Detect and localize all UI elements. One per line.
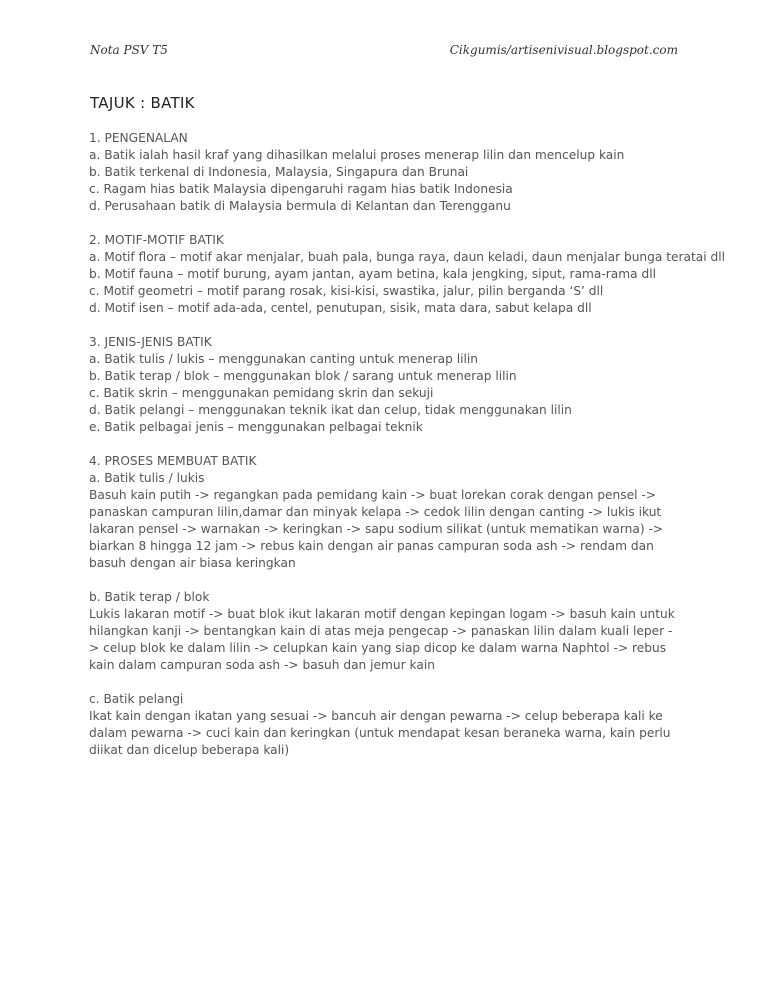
list-item: d. Batik pelangi – menggunakan teknik ikat dan celup, tidak menggunakan lilin [89,403,572,417]
process-label: c. Batik pelangi [89,692,184,706]
section-heading: 1. PENGENALAN [89,131,188,145]
list-item: b. Batik terap / blok – menggunakan blok / sarang untuk menerap lilin [89,369,517,383]
header-right: Cikgumis/artisenivisual.blogspot.com [449,43,678,57]
section-heading: 2. MOTIF-MOTIF BATIK [89,233,224,247]
list-item: c. Ragam hias batik Malaysia dipengaruhi ragam hias batik Indonesia [89,182,513,196]
section-jenis [89,334,679,436]
page-header [90,43,678,57]
section-heading: 4. PROSES MEMBUAT BATIK [89,454,257,468]
list-item: a. Motif flora – motif akar menjalar, buah pala, bunga raya, daun keladi, daun menjalar bunga teratai dll [89,250,725,264]
list-item: c. Batik skrin – menggunakan pemidang skrin dan sekuji [89,386,434,400]
section-proses-pelangi [89,691,679,759]
section-heading: 3. JENIS-JENIS BATIK [89,335,212,349]
section-motif [89,232,725,317]
list-item: a. Batik tulis / lukis – menggunakan canting untuk menerap lilin [89,352,478,366]
list-item: c. Motif geometri – motif parang rosak, kisi-kisi, swastika, jalur, pilin berganda ‘S’ dll [89,284,604,298]
section-pengenalan [89,130,679,215]
list-item: b. Motif fauna – motif burung, ayam jantan, ayam betina, kala jengking, siput, rama-rama dll [89,267,656,281]
process-paragraph: Ikat kain dengan ikatan yang sesuai -> bancuh air dengan pewarna -> celup beberapa kali ke dalam pewarna -> cuci kain dan keringkan (untuk mendapat kesan beraneka warna, kain perlu diikat dan dicelup beberapa kali) [89,709,671,757]
list-item: d. Perusahaan batik di Malaysia bermula di Kelantan dan Terengganu [89,199,511,213]
document-title: TAJUK : BATIK [90,94,195,112]
process-label: a. Batik tulis / lukis [89,471,205,485]
list-item: e. Batik pelbagai jenis – menggunakan pelbagai teknik [89,420,423,434]
section-proses-blok [89,589,679,674]
process-label: b. Batik terap / blok [89,590,210,604]
process-paragraph: Basuh kain putih -> regangkan pada pemidang kain -> buat lorekan corak dengan pensel -> panaskan campuran lilin,damar dan minyak kelapa -> cedok lilin dengan canting -> lukis ikut lakaran pensel -> warnakan -> keringkan -> sapu sodium silikat (untuk mematikan warna) -> biarkan 8 hingga 12 jam -> rebus kain dengan air panas campuran soda ash -> rendam dan basuh dengan air biasa keringkan [89,488,664,570]
list-item: a. Batik ialah hasil kraf yang dihasilkan melalui proses menerap lilin dan mencelup kain [89,148,625,162]
document-body [89,130,725,776]
list-item: d. Motif isen – motif ada-ada, centel, penutupan, sisik, mata dara, sabut kelapa dll [89,301,592,315]
header-left: Nota PSV T5 [90,43,168,57]
process-paragraph: Lukis lakaran motif -> buat blok ikut lakaran motif dengan kepingan logam -> basuh kain untuk hilangkan kanji -> bentangkan kain di atas meja pengecap -> panaskan lilin dalam kuali leper -> celup blok ke dalam lilin -> celupkan kain yang siap dicop ke dalam warna Naphtol -> rebus kain dalam campuran soda ash -> basuh dan jemur kain [89,607,675,672]
list-item: b. Batik terkenal di Indonesia, Malaysia, Singapura dan Brunai [89,165,469,179]
section-proses [89,453,679,572]
